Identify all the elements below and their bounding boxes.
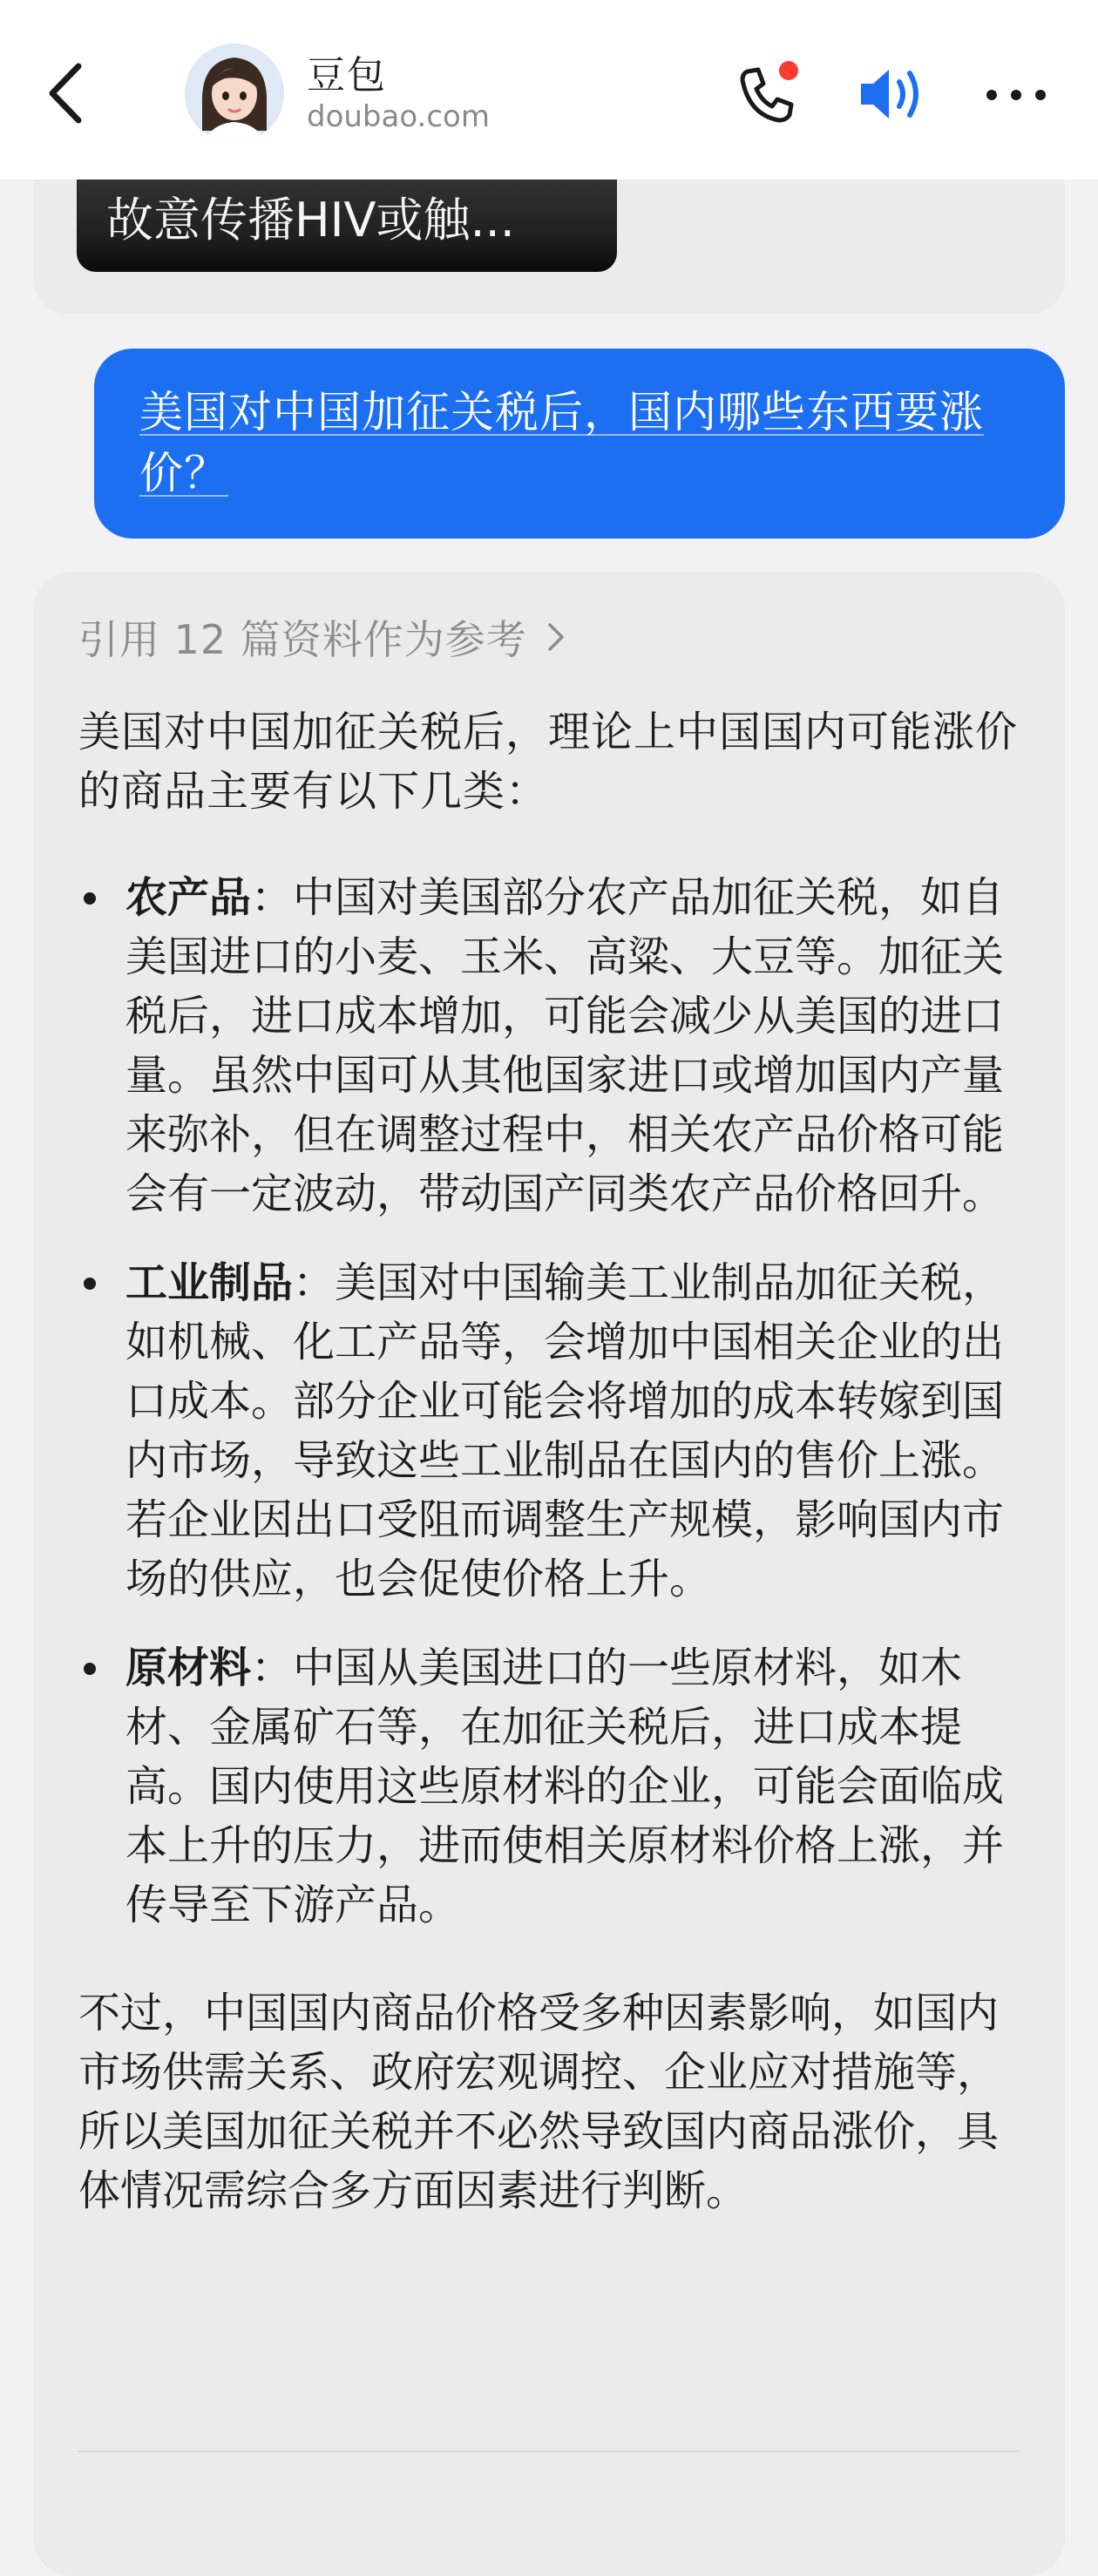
divider [78, 2451, 1020, 2452]
answer-points [78, 868, 1020, 1935]
bot-domain: doubao.com [307, 99, 490, 134]
references-link[interactable] [78, 608, 566, 666]
avatar[interactable] [185, 44, 284, 143]
assistant-answer [78, 702, 1020, 2220]
references-label: 引用 12 篇资料作为参考 [78, 616, 527, 663]
speaker-icon [856, 59, 929, 129]
back-icon [42, 54, 98, 132]
point-title: 农产品 [125, 873, 252, 922]
list-item [78, 1253, 1020, 1609]
more-icon [979, 73, 1053, 117]
back-button[interactable] [42, 54, 98, 132]
point-title: 工业制品 [125, 1258, 294, 1307]
answer-intro: 美国对中国加征关税后，理论上中国国内可能涨价的商品主要有以下几类： [78, 708, 1019, 816]
answer-outro: 不过，中国国内商品价格受多种因素影响，如国内市场供需关系、政府宏观调控、企业应对措施等，所以美国加征关税并不必然导致国内商品涨价，具体情况需综合多方面因素进行判断。 [78, 1989, 1000, 2215]
list-item [78, 868, 1020, 1224]
avatar-image [185, 44, 284, 143]
point-body: ：美国对中国输美工业制品加征关税，如机械、化工产品等，会增加中国相关企业的出口成本。部分企业可能会将增加的成本转嫁到国内市场，导致这些工业制品在国内的售价上涨。若企业因出口受阻而调整生产规模，影响国内市场的供应，也会促使价格上升。 [125, 1258, 1005, 1603]
user-message-bubble[interactable] [94, 349, 1065, 539]
more-button[interactable] [979, 73, 1053, 117]
previous-card-text: 故意传播HIV或触... [106, 193, 515, 247]
user-message-text: 美国对中国加征关税后，国内哪些东西要涨价？ [139, 387, 984, 498]
point-body: ：中国对美国部分农产品加征关税，如自美国进口的小麦、玉米、高粱、大豆等。加征关税后，进口成本增加，可能会减少从美国的进口量。虽然中国可从其他国家进口或增加国内产量来弥补，但在调整过程中，相关农产品价格可能会有一定波动，带动国产同类农产品价格回升。 [125, 873, 1005, 1218]
bot-name: 豆包 [307, 53, 387, 98]
chat-header [0, 0, 1098, 180]
point-title: 原材料 [125, 1644, 252, 1692]
list-item [78, 1638, 1020, 1935]
chevron-right-icon [546, 620, 566, 654]
point-body: ：中国从美国进口的一些原材料，如木材、金属矿石等，在加征关税后，进口成本提高。国内使用这些原材料的企业，可能会面临成本上升的压力，进而使相关原材料价格上涨，并传导至下游产品。 [125, 1644, 1005, 1929]
speaker-button[interactable] [856, 59, 929, 129]
notification-dot [779, 61, 798, 80]
